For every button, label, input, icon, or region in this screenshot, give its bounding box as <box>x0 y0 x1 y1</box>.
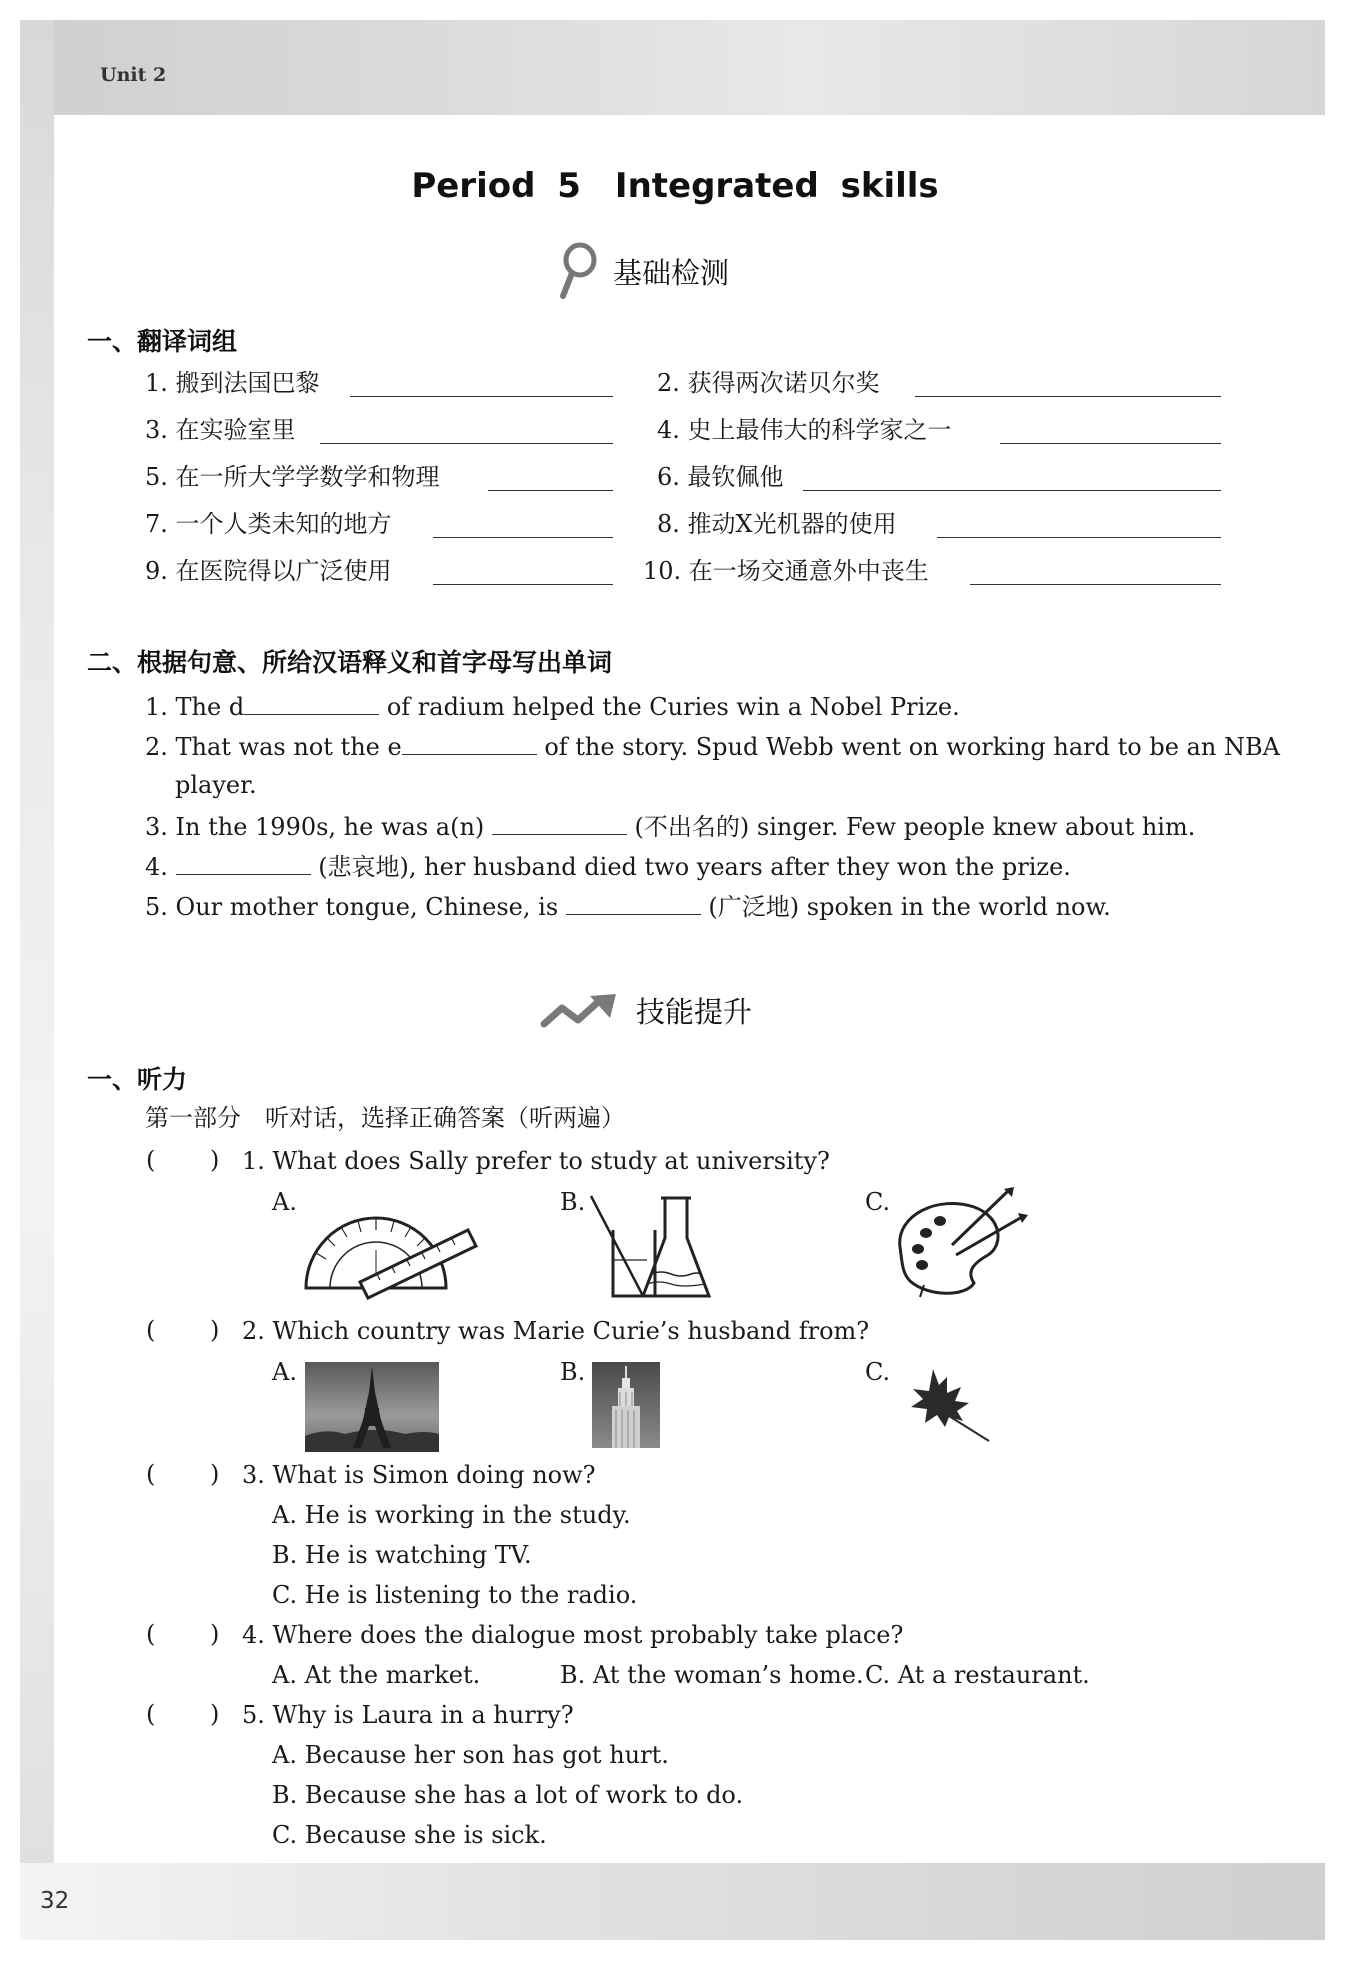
q3-option-a[interactable]: A. He is working in the study. <box>272 1501 631 1529</box>
translate-item-2: 2. 获得两次诺贝尔奖 <box>657 369 880 397</box>
page-title: Period 5 Integrated skills <box>411 166 939 206</box>
answer-paren-close-3: ) <box>210 1460 220 1488</box>
q1-option-c-label[interactable]: C. <box>865 1188 891 1216</box>
fill-sentence-2-end: of the story. Spud Webb went on working hard to be an NBA <box>544 733 1280 761</box>
paint-palette-icon <box>890 1185 1030 1300</box>
fill-sentence-1 <box>145 690 960 722</box>
translate-row-1 <box>0 368 1350 402</box>
fill-sentence-4-end: (悲哀地), her husband died two years after they won the prize. <box>318 853 1071 881</box>
translate-blank-9[interactable] <box>433 584 613 585</box>
fill-blank-3[interactable] <box>492 810 627 835</box>
unit-label: Unit 2 <box>100 64 167 86</box>
footer-band <box>20 1863 1325 1940</box>
magnifier-icon <box>555 242 599 300</box>
fill-sentence-5 <box>145 890 1111 922</box>
q5-option-b[interactable]: B. Because she has a lot of work to do. <box>272 1781 744 1809</box>
answer-paren-close-5: ) <box>210 1700 220 1728</box>
translate-blank-5[interactable] <box>488 490 613 491</box>
eiffel-tower-photo <box>305 1362 439 1452</box>
q2-option-c-label[interactable]: C. <box>865 1358 891 1386</box>
part2-heading: 二、根据句意、所给汉语释义和首字母写出单词 <box>87 648 613 677</box>
fill-blank-5[interactable] <box>566 890 701 915</box>
q3-option-c[interactable]: C. He is listening to the radio. <box>272 1581 638 1609</box>
translate-blank-4[interactable] <box>1000 443 1221 444</box>
translate-row-4 <box>0 509 1350 543</box>
translate-item-1: 1. 搬到法国巴黎 <box>145 369 320 397</box>
translate-item-5: 5. 在一所大学学数学和物理 <box>145 463 440 491</box>
fill-sentence-4 <box>145 850 1071 882</box>
answer-paren-close-2: ) <box>210 1316 220 1344</box>
q1-option-b-label[interactable]: B. <box>560 1188 586 1216</box>
answer-paren-open-4[interactable]: ( <box>146 1620 156 1648</box>
header-band <box>20 20 1325 115</box>
protractor-ruler-icon <box>300 1190 480 1300</box>
fill-sentence-5-end: (广泛地) spoken in the world now. <box>708 893 1111 921</box>
section-skills-label: 技能提升 <box>636 995 753 1029</box>
q5-option-c[interactable]: C. Because she is sick. <box>272 1821 547 1849</box>
fill-blank-1[interactable] <box>244 690 379 715</box>
translate-item-3: 3. 在实验室里 <box>145 416 296 444</box>
translate-blank-7[interactable] <box>433 537 613 538</box>
translate-item-8: 8. 推动X光机器的使用 <box>657 510 897 538</box>
fill-sentence-3 <box>145 810 1195 842</box>
part1-heading: 一、翻译词组 <box>87 327 238 356</box>
question-4: 4. Where does the dialogue most probably take place? <box>242 1621 904 1649</box>
fill-sentence-3-start: 3. In the 1990s, he was a(n) <box>145 813 485 841</box>
q5-option-a[interactable]: A. Because her son has got hurt. <box>272 1741 669 1769</box>
fill-sentence-2 <box>145 730 1280 762</box>
translate-row-3 <box>0 462 1350 496</box>
translate-item-7: 7. 一个人类未知的地方 <box>145 510 392 538</box>
fill-sentence-3-end: (不出名的) singer. Few people knew about him. <box>634 813 1196 841</box>
answer-paren-close-1: ) <box>210 1146 220 1174</box>
translate-blank-3[interactable] <box>320 443 613 444</box>
lab-beaker-icon <box>585 1190 715 1305</box>
fill-sentence-1-end: of radium helped the Curies win a Nobel Prize. <box>386 693 960 721</box>
q4-option-a[interactable]: A. At the market. <box>272 1661 481 1689</box>
translate-blank-1[interactable] <box>350 396 613 397</box>
fill-sentence-2-start: 2. That was not the e <box>145 733 402 761</box>
translate-blank-2[interactable] <box>915 396 1221 397</box>
answer-paren-open-3[interactable]: ( <box>146 1460 156 1488</box>
left-band <box>20 20 54 1940</box>
answer-paren-open-1[interactable]: ( <box>146 1146 156 1174</box>
fill-blank-4[interactable] <box>176 850 311 875</box>
q4-option-c[interactable]: C. At a restaurant. <box>865 1661 1090 1689</box>
q2-option-a-label[interactable]: A. <box>272 1358 297 1386</box>
fill-sentence-4-start: 4. <box>145 853 168 881</box>
translate-row-5 <box>0 556 1350 590</box>
section-skills-header <box>540 990 752 1031</box>
question-3: 3. What is Simon doing now? <box>242 1461 596 1489</box>
section-basic-label: 基础检测 <box>613 255 730 290</box>
q3-option-b[interactable]: B. He is watching TV. <box>272 1541 532 1569</box>
translate-item-4: 4. 史上最伟大的科学家之一 <box>657 416 952 444</box>
question-2: 2. Which country was Marie Curie’s husband from? <box>242 1317 870 1345</box>
section-basic-header <box>555 242 729 300</box>
question-5: 5. Why is Laura in a hurry? <box>242 1701 574 1729</box>
listening-part-note: 第一部分 听对话，选择正确答案（听两遍） <box>145 1104 625 1132</box>
translate-row-2 <box>0 415 1350 449</box>
translate-item-10: 10. 在一场交通意外中丧生 <box>643 557 929 585</box>
fill-blank-2[interactable] <box>402 730 537 755</box>
fill-sentence-1-start: 1. The d <box>145 693 245 721</box>
translate-blank-6[interactable] <box>803 490 1221 491</box>
fill-sentence-5-start: 5. Our mother tongue, Chinese, is <box>145 893 559 921</box>
listening-heading: 一、听力 <box>87 1065 188 1094</box>
answer-paren-open-2[interactable]: ( <box>146 1316 156 1344</box>
q4-option-b[interactable]: B. At the woman’s home. <box>560 1661 864 1689</box>
translate-blank-8[interactable] <box>937 537 1221 538</box>
translate-blank-10[interactable] <box>970 584 1221 585</box>
answer-paren-close-4: ) <box>210 1620 220 1648</box>
maple-leaf-icon <box>905 1365 995 1445</box>
question-1: 1. What does Sally prefer to study at university? <box>242 1147 830 1175</box>
translate-item-6: 6. 最钦佩他 <box>657 463 784 491</box>
page-number: 32 <box>40 1888 70 1914</box>
trend-arrow-icon <box>540 992 622 1030</box>
fill-sentence-2-cont: player. <box>175 771 257 799</box>
q1-option-a-label[interactable]: A. <box>272 1188 297 1216</box>
q2-option-b-label[interactable]: B. <box>560 1358 586 1386</box>
empire-state-photo <box>592 1362 660 1448</box>
answer-paren-open-5[interactable]: ( <box>146 1700 156 1728</box>
translate-item-9: 9. 在医院得以广泛使用 <box>145 557 392 585</box>
